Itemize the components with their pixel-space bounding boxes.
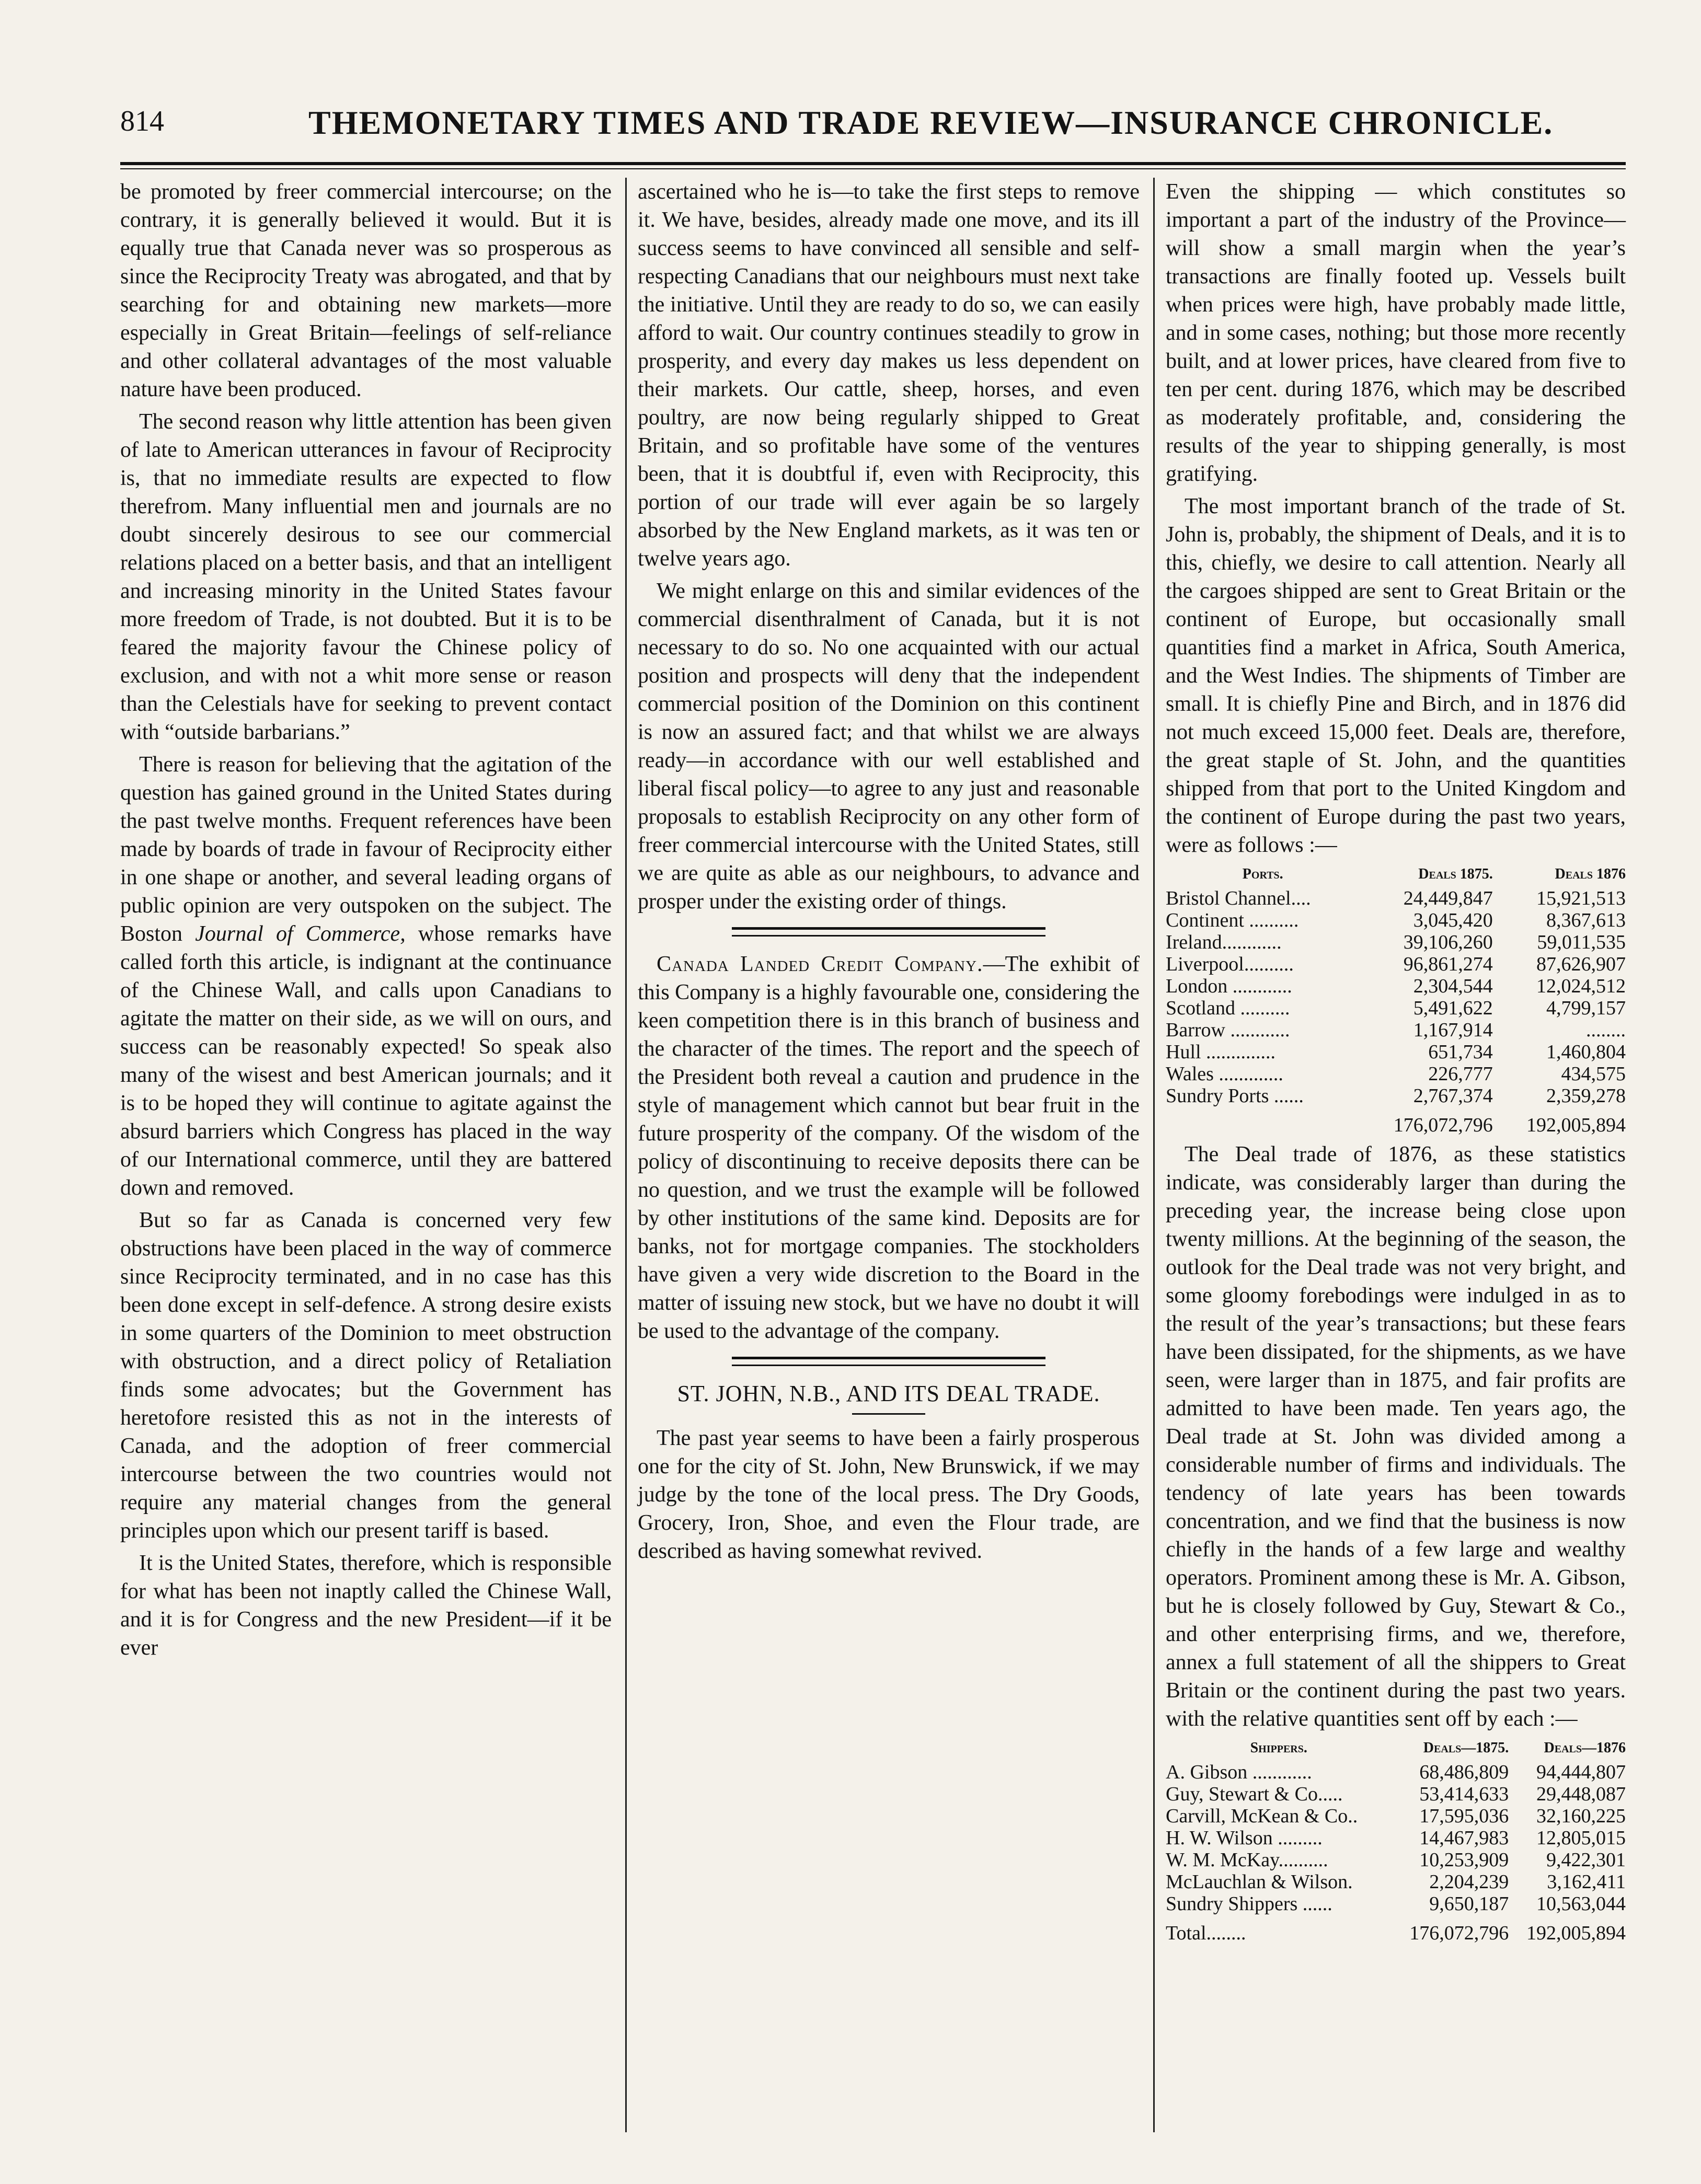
table-cell: 192,005,894	[1526, 1114, 1626, 1136]
table-cell: 2,304,544	[1413, 975, 1493, 997]
column-header: Deals 1875.	[1418, 866, 1493, 882]
paragraph: The most important branch of the trade of St. John is, probably, the shipment of Deals, and it is to this, chiefly, we desire to call attention. Nearly all the cargoes shipped are sent to Great Britain or the continent of Europe, but occasionally small quantities find a market in Africa, South America, and the West Indies. The shipments of Timber are small. It is chiefly Pine and Birch, and in 1876 did not much exceed 15,000 feet. Deals are, therefore, the great staple of St. John, and the quantities shipped from that port to the United Kingdom and the continent of Europe during the past two years, were as follows :—	[1166, 494, 1626, 857]
table-cell: 29,448,087	[1536, 1783, 1626, 1805]
table-cell: 87,626,907	[1536, 953, 1626, 975]
table-row	[1166, 909, 1626, 931]
table-cell: 3,162,411	[1547, 1871, 1626, 1893]
table-cell: W. M. McKay..........	[1166, 1849, 1328, 1871]
table-cell: 651,734	[1428, 1041, 1493, 1063]
table-cell: 1,167,914	[1413, 1019, 1493, 1041]
table-total-row	[1166, 1915, 1626, 1944]
table-cell: Guy, Stewart & Co.....	[1166, 1783, 1343, 1805]
table-cell: Sundry Ports ......	[1166, 1085, 1304, 1107]
ports-table	[1166, 863, 1626, 1136]
column-header: Deals 1876	[1555, 866, 1626, 882]
newspaper-page	[89, 47, 1641, 2148]
page-header	[120, 78, 1615, 141]
paragraph-text: whose remarks have called forth this article, is indignant at the continuance of the Chinese Wall, and calls upon Canadians to agitate the matter on their side, as we will on ours, and success can be reasonably expected! So speak also many of the wisest and best American journals; and it is to be hoped they will continue to agitate against the absurd barriers which Congress has placed in the way of our International commerce, until they are battered down and removed.	[120, 922, 612, 1200]
column-1	[120, 178, 612, 2132]
table-cell: 9,650,187	[1429, 1893, 1509, 1915]
table-cell: Barrow ............	[1166, 1019, 1290, 1041]
table-cell: 2,359,278	[1546, 1085, 1626, 1107]
column-header: Deals—1875.	[1423, 1740, 1509, 1756]
paragraph: The second reason why little attention has been given of late to American utterances in favour of Reciprocity is, that no immediate results are expected to flow therefrom. Many influential men and journals are no doubt sincerely desirous to see our commercial relations placed on a better basis, and that an intelligent and increasing minority in the United States favour more freedom of Trade, is not doubted. But it is to be feared the majority favour the Chinese policy of exclusion, and with not a whit more sense or reason than the Celestials have for seeking to prevent contact with “outside barbarians.”	[120, 410, 612, 744]
table-cell: 14,467,983	[1419, 1827, 1509, 1849]
heading-rule	[852, 1413, 925, 1415]
article-columns	[120, 178, 1626, 2132]
column-header: Deals—1876	[1544, 1740, 1626, 1756]
column-3	[1166, 178, 1626, 2132]
journal-title: Journal of Commerce,	[195, 922, 406, 946]
masthead-title: THEMONETARY TIMES AND TRADE REVIEW—INSURANCE CHRONICLE.	[308, 104, 1554, 141]
paragraph: But so far as Canada is concerned very few obstructions have been placed in the way of commerce since Reciprocity terminated, and in no case has this been done except in self-defence. A strong desire exists in some quarters of the Dominion to meet obstruction with obstruction, and a direct policy of Retaliation finds some advocates; but the Government has heretofore resisted this as not in the interests of Canada, and the adoption of freer commercial intercourse between the two countries would not require any material changes from the general principles upon which our present tariff is based.	[120, 1208, 612, 1543]
table-cell: 2,767,374	[1413, 1085, 1493, 1107]
table-row	[1166, 1019, 1626, 1041]
table-row	[1166, 1783, 1626, 1805]
table-cell: 39,106,260	[1403, 931, 1493, 953]
section-divider	[732, 1357, 1045, 1366]
table-cell: Ireland............	[1166, 931, 1282, 953]
table-row	[1166, 1041, 1626, 1063]
company-heading: Canada Landed Credit Company.	[657, 952, 983, 976]
table-cell: A. Gibson ............	[1166, 1761, 1312, 1783]
table-cell: 59,011,535	[1537, 931, 1626, 953]
table-cell: Wales .............	[1166, 1063, 1283, 1085]
table-cell: 176,072,796	[1393, 1114, 1493, 1136]
paragraph: be promoted by freer commercial intercourse; on the contrary, it is generally believed it would. But it is equally true that Canada never was so prosperous as since the Reciprocity Treaty was abrogated, and that by searching for and obtaining new markets—more especially in Great Britain—feelings of self-reliance and other collateral advantages of the most valuable nature have been produced.	[120, 180, 612, 401]
paragraph-text: There is reason for believing that the agitation of the question has gained ground in the United States during the past twelve months. Frequent references have been made by boards of trade in favour of Reciprocity either in one shape or another, and several leading organs of public opinion are very outspoken on the subject. The Boston	[120, 753, 612, 946]
table-cell: Bristol Channel....	[1166, 887, 1311, 909]
table-row	[1166, 1827, 1626, 1849]
table-cell: 12,024,512	[1536, 975, 1626, 997]
table-cell: Hull ..............	[1166, 1041, 1276, 1063]
table-cell: Carvill, McKean & Co..	[1166, 1805, 1358, 1827]
table-row	[1166, 1805, 1626, 1827]
table-cell: 4,799,157	[1546, 997, 1626, 1019]
table-row	[1166, 953, 1626, 975]
paragraph: ascertained who he is—to take the first steps to remove it. We have, besides, already made one move, and its ill success seems to have convinced all sensible and self-respecting Canadians that our neighbours must next take the initiative. Until they are ready to do so, we can easily afford to wait. Our country continues steadily to grow in prosperity, and every day makes us less dependent on their markets. Our cattle, sheep, horses, and even poultry, are now being regularly shipped to Great Britain, and so profitable have some of the ventures been, that it is doubtful if, even with Reciprocity, this portion of our trade will ever again be so largely absorbed by the New England markets, as it was ten or twelve years ago.	[638, 180, 1140, 571]
table-cell: 9,422,301	[1546, 1849, 1626, 1871]
column-2	[638, 178, 1140, 2132]
table-row	[1166, 1871, 1626, 1893]
column-header: Shippers.	[1250, 1740, 1307, 1756]
table-cell: 2,204,239	[1429, 1871, 1509, 1893]
paragraph	[638, 950, 1140, 1345]
table-cell: 176,072,796	[1409, 1922, 1509, 1944]
table-cell: Sundry Shippers ......	[1166, 1893, 1332, 1915]
table-row	[1166, 887, 1626, 909]
section-heading: ST. JOHN, N.B., AND ITS DEAL TRADE.	[677, 1381, 1100, 1406]
table-cell: ........	[1586, 1019, 1626, 1041]
paragraph: We might enlarge on this and similar evidences of the commercial disenthralment of Canada, but it is not necessary to do so. No one acquainted with our actual position and prospects will deny that the independent commercial position of the Dominion on this continent is now an assured fact; and that whilst we are always ready—in accordance with our well established and liberal fiscal policy—to agree to any just and reasonable proposals to establish Reciprocity on any other form of freer commercial intercourse with the United States, still we are quite as able as our neighbours, to advance and prosper under the existing order of things.	[638, 579, 1140, 914]
table-row	[1166, 1893, 1626, 1915]
table-cell: 12,805,015	[1536, 1827, 1626, 1849]
table-cell: 1,460,804	[1546, 1041, 1626, 1063]
table-cell: 96,861,274	[1403, 953, 1493, 975]
table-row	[1166, 975, 1626, 997]
table-header-row	[1166, 1737, 1626, 1761]
column-divider	[1153, 178, 1155, 2132]
table-cell: McLauchlan & Wilson.	[1166, 1871, 1353, 1893]
table-cell: 15,921,513	[1536, 887, 1626, 909]
header-rule	[120, 162, 1626, 169]
table-cell: 5,491,622	[1413, 997, 1493, 1019]
table-cell: 434,575	[1561, 1063, 1626, 1085]
table-cell: 24,449,847	[1403, 887, 1493, 909]
table-cell: 10,253,909	[1419, 1849, 1509, 1871]
table-row	[1166, 1761, 1626, 1783]
table-cell: Scotland ..........	[1166, 997, 1290, 1019]
table-row	[1166, 931, 1626, 953]
table-cell: 226,777	[1428, 1063, 1493, 1085]
table-total-row	[1166, 1107, 1626, 1136]
paragraph: It is the United States, therefore, which is responsible for what has been not inaptly called the Chinese Wall, and it is for Congress and the new President—if it be ever	[120, 1551, 612, 1660]
table-row	[1166, 1085, 1626, 1107]
column-header: Ports.	[1242, 866, 1283, 882]
column-divider	[625, 178, 627, 2132]
table-cell: 94,444,807	[1536, 1761, 1626, 1783]
paragraph: The past year seems to have been a fairly prosperous one for the city of St. John, New Brunswick, if we may judge by the tone of the local press. The Dry Goods, Grocery, Iron, Shoe, and even the Flour trade, are described as having somewhat revived.	[638, 1426, 1140, 1563]
paragraph: Even the shipping — which constitutes so important a part of the industry of the Province—will show a small margin when the year’s transactions are finally footed up. Vessels built when prices were high, have probably made little, and in some cases, nothing; but those more recently built, and at lower prices, have cleared from five to ten per cent. during 1876, which may be described as moderately profitable, and, considering the results of the year to shipping generally, is most gratifying.	[1166, 180, 1626, 486]
table-cell: 192,005,894	[1526, 1922, 1626, 1944]
page-number: 814	[120, 105, 164, 137]
table-row	[1166, 997, 1626, 1019]
table-row	[1166, 1063, 1626, 1085]
table-cell: H. W. Wilson .........	[1166, 1827, 1323, 1849]
table-cell: 68,486,809	[1419, 1761, 1509, 1783]
table-row	[1166, 1849, 1626, 1871]
table-header-row	[1166, 863, 1626, 887]
table-cell: 53,414,633	[1419, 1783, 1509, 1805]
paragraph: The Deal trade of 1876, as these statistics indicate, was considerably larger than during the preceding year, the increase being close upon twenty millions. At the beginning of the season, the outlook for the Deal trade was not very bright, and some gloomy forebodings were indulged in as to the result of the year’s transactions; but these fears have been dissipated, for the shipments, as we have seen, were larger than in 1875, and fair profits are admitted to have been made. Ten years ago, the Deal trade at St. John was divided among a considerable number of firms and individuals. The tendency of late years has been towards concentration, and we find that the business is now chiefly in the hands of a few large and wealthy operators. Prominent among these is Mr. A. Gibson, but he is closely followed by Guy, Stewart & Co., and other enterprising firms, and we, therefore, annex a full statement of all the shippers to Great Britain or the continent during the past two years. with the relative quantities sent off by each :—	[1166, 1142, 1626, 1731]
table-cell: 10,563,044	[1536, 1893, 1626, 1915]
table-cell: Liverpool..........	[1166, 953, 1294, 975]
table-cell: Total........	[1166, 1922, 1246, 1944]
section-divider	[732, 927, 1045, 937]
table-cell: 8,367,613	[1546, 909, 1626, 931]
table-cell: 32,160,225	[1536, 1805, 1626, 1827]
table-cell	[1166, 1107, 1360, 1136]
table-cell: 3,045,420	[1413, 909, 1493, 931]
shippers-table	[1166, 1737, 1626, 1944]
paragraph	[120, 750, 612, 1202]
paragraph-text: —The exhibit of this Company is a highly favourable one, considering the keen competition there is in this branch of business and the character of the times. The report and the speech of the President both reveal a caution and prudence in the style of management which cannot but bear fruit in the future prosperity of the company. Of the wisdom of the policy of discontinuing to receive deposits there can be no question, and we trust the example will be followed by other institutions of the same kind. Deposits are for banks, not for mortgage companies. The stockholders have given a very wide discretion to the Board in the matter of issuing new stock, but we have no doubt it will be used to the advantage of the company.	[638, 952, 1140, 1343]
table-cell: 17,595,036	[1419, 1805, 1509, 1827]
table-cell: London ............	[1166, 975, 1292, 997]
table-cell: Continent ..........	[1166, 909, 1299, 931]
